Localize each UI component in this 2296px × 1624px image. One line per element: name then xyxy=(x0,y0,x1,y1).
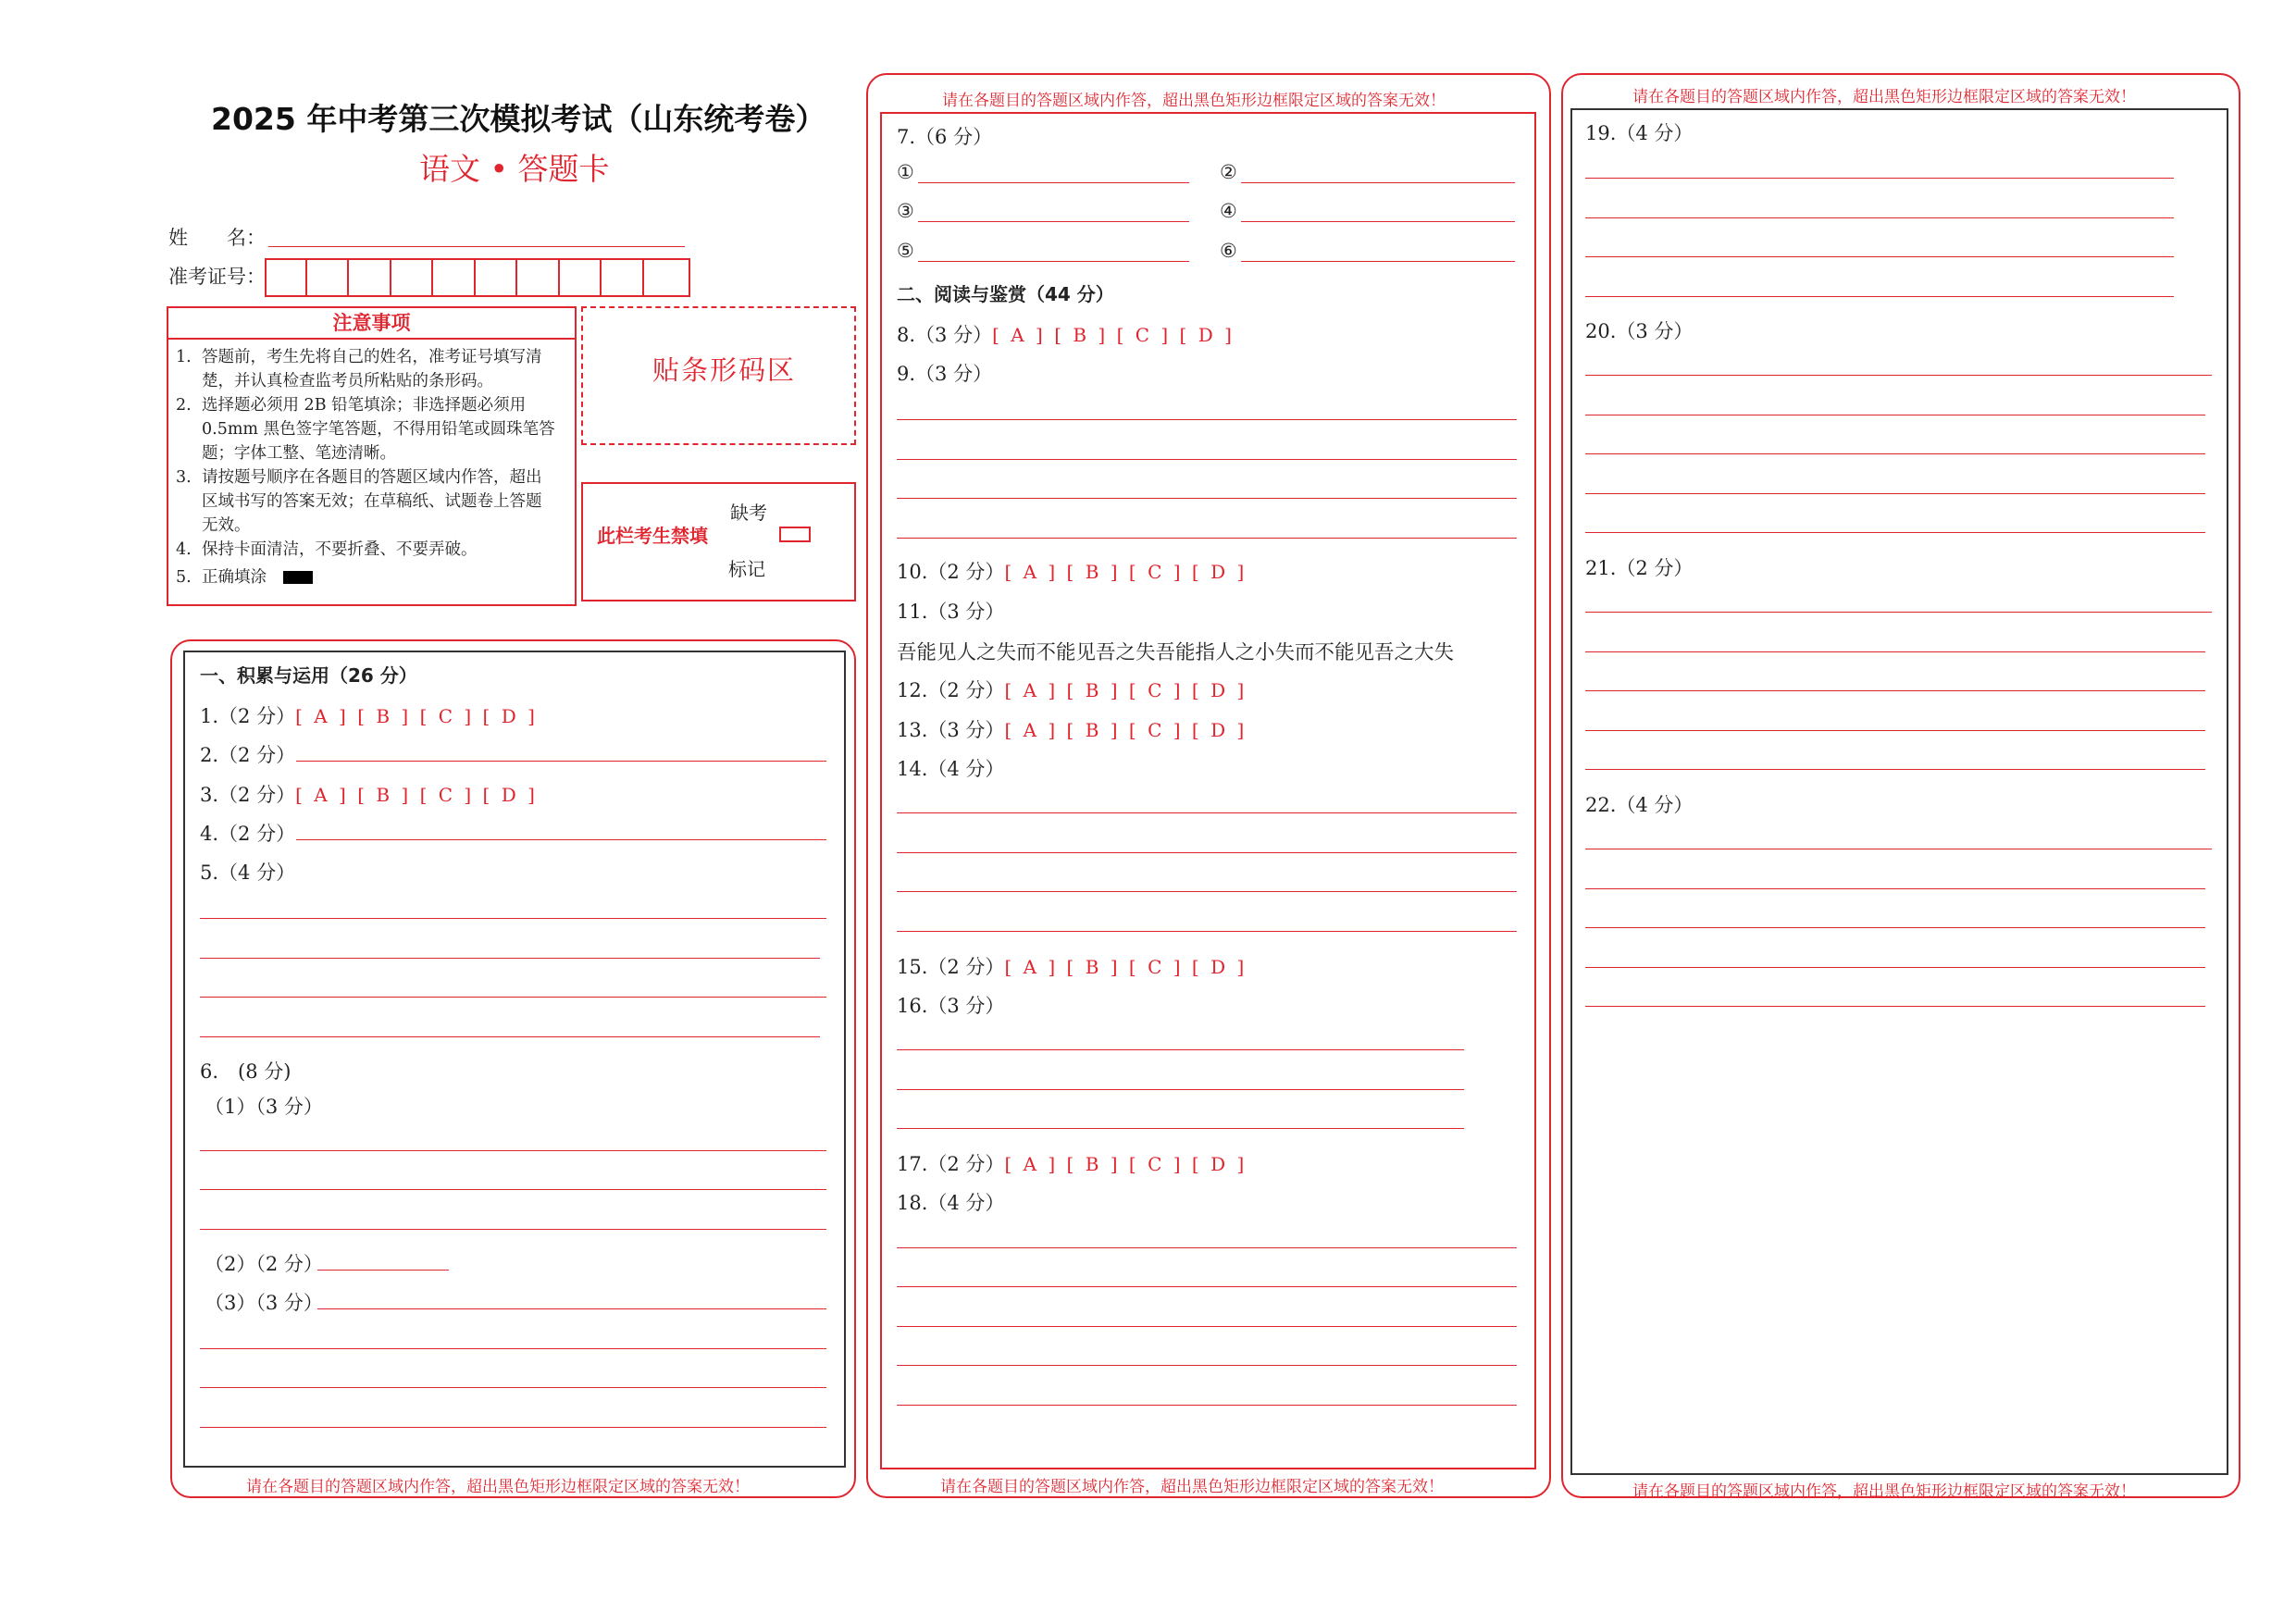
answer-line[interactable] xyxy=(918,221,1189,222)
answer-line[interactable] xyxy=(1241,182,1515,183)
answer-line[interactable] xyxy=(1585,927,2205,928)
question-10: 10.（2 分）[ A ] [ B ] [ C ] [ D ] xyxy=(897,561,1247,583)
column-1-bottom-warning: 请在各题目的答题区域内作答，超出黑色矩形边框限定区域的答案无效！ xyxy=(246,1478,750,1496)
question-15: 15.（2 分）[ A ] [ B ] [ C ] [ D ] xyxy=(897,956,1247,978)
answer-line[interactable] xyxy=(918,182,1189,183)
answer-line[interactable] xyxy=(897,1128,1464,1129)
absent-warning-label: 此栏考生禁填 xyxy=(597,525,708,547)
answer-line[interactable] xyxy=(897,1286,1517,1287)
answer-line[interactable] xyxy=(317,1308,826,1309)
notice-title: 注意事项 xyxy=(168,308,575,340)
question-15-options[interactable]: [ A ] [ B ] [ C ] [ D ] xyxy=(1004,956,1247,978)
question-16: 16.（3 分） xyxy=(897,995,1005,1017)
question-12-options[interactable]: [ A ] [ B ] [ C ] [ D ] xyxy=(1004,679,1247,701)
notice-box xyxy=(167,306,577,606)
answer-line[interactable] xyxy=(200,1427,826,1428)
column-3-bottom-warning: 请在各题目的答题区域内作答，超出黑色矩形边框限定区域的答案无效！ xyxy=(1632,1482,2136,1501)
question-5: 5.（4 分） xyxy=(200,862,296,884)
blank-label: ④ xyxy=(1220,200,1237,222)
answer-line[interactable] xyxy=(1241,261,1515,262)
question-12: 12.（2 分）[ A ] [ B ] [ C ] [ D ] xyxy=(897,679,1247,701)
answer-line[interactable] xyxy=(1585,967,2205,968)
question-11: 11.（3 分） xyxy=(897,601,1005,623)
question-22: 22.（4 分） xyxy=(1585,794,1694,816)
answer-line[interactable] xyxy=(1585,690,2205,691)
answer-line[interactable] xyxy=(1585,296,2174,297)
question-18: 18.（4 分） xyxy=(897,1192,1005,1214)
answer-line[interactable] xyxy=(897,1049,1464,1050)
question-8: 8.（3 分）[ A ] [ B ] [ C ] [ D ] xyxy=(897,324,1235,346)
answer-line[interactable] xyxy=(897,1326,1517,1327)
answer-line[interactable] xyxy=(200,1189,826,1190)
question-1: 1.（2 分）[ A ] [ B ] [ C ] [ D ] xyxy=(200,705,538,727)
column-2-answer-area xyxy=(880,112,1536,1469)
answer-line[interactable] xyxy=(1585,217,2174,218)
blank-label: ③ xyxy=(897,200,914,222)
answer-line[interactable] xyxy=(897,812,1517,813)
question-8-options[interactable]: [ A ] [ B ] [ C ] [ D ] xyxy=(992,324,1235,346)
answer-line[interactable] xyxy=(1585,612,2212,613)
absent-label-bottom: 标记 xyxy=(728,558,765,580)
question-9: 9.（3 分） xyxy=(897,363,993,385)
answer-line[interactable] xyxy=(897,1365,1517,1366)
answer-line[interactable] xyxy=(200,918,826,919)
barcode-label: 贴条形码区 xyxy=(652,354,797,386)
question-13-options[interactable]: [ A ] [ B ] [ C ] [ D ] xyxy=(1004,719,1247,741)
id-label: 准考证号： xyxy=(168,266,266,288)
notice-item: 3. 请按题号顺序在各题目的答题区域内作答，超出 区域书写的答案无效；在草稿纸、试题卷上答题 无效。 xyxy=(176,468,542,535)
notice-item: 5. 正确填涂 xyxy=(176,565,567,589)
answer-line[interactable] xyxy=(296,839,826,840)
answer-line[interactable] xyxy=(897,1089,1464,1090)
question-17: 17.（2 分）[ A ] [ B ] [ C ] [ D ] xyxy=(897,1153,1247,1175)
answer-line[interactable] xyxy=(1585,651,2205,652)
question-10-options[interactable]: [ A ] [ B ] [ C ] [ D ] xyxy=(1004,561,1247,583)
answer-line[interactable] xyxy=(1585,178,2174,179)
answer-line[interactable] xyxy=(897,459,1517,460)
answer-line[interactable] xyxy=(1585,493,2205,494)
blank-label: ⑥ xyxy=(1220,240,1237,262)
question-1-options[interactable]: [ A ] [ B ] [ C ] [ D ] xyxy=(295,705,538,727)
question-21: 21.（2 分） xyxy=(1585,557,1694,579)
notice-item: 2. 选择题必须用 2B 铅笔填涂；非选择题必须用 0.5mm 黑色签字笔答题，不得用铅笔或圆珠笔答 题；字体工整、笔迹清晰。 xyxy=(176,396,555,463)
question-14: 14.（4 分） xyxy=(897,758,1005,780)
absent-label-top: 缺考 xyxy=(730,502,767,524)
answer-line[interactable] xyxy=(897,931,1517,932)
answer-line[interactable] xyxy=(1585,453,2205,454)
answer-line[interactable] xyxy=(1585,375,2212,376)
question-2: 2.（2 分） xyxy=(200,744,296,766)
page-title: 2025 年中考第三次模拟考试（山东统考卷） xyxy=(211,101,826,137)
section-1-title: 一、积累与运用（26 分） xyxy=(200,664,417,687)
answer-line[interactable] xyxy=(897,1405,1517,1406)
answer-line[interactable] xyxy=(1585,888,2205,889)
question-6-2: （2）（2 分） xyxy=(205,1253,323,1275)
id-number-boxes[interactable] xyxy=(265,258,690,297)
question-6-1: （1）（3 分） xyxy=(205,1096,323,1118)
section-2-title: 二、阅读与鉴赏（44 分） xyxy=(897,283,1114,305)
name-label: 姓 名： xyxy=(168,227,266,249)
column-3-top-warning: 请在各题目的答题区域内作答，超出黑色矩形边框限定区域的答案无效！ xyxy=(1632,88,2136,106)
answer-line[interactable] xyxy=(918,261,1189,262)
answer-line[interactable] xyxy=(897,852,1517,853)
question-6-3: （3）（3 分） xyxy=(205,1292,323,1314)
answer-line[interactable] xyxy=(897,1247,1517,1248)
filled-mark-example xyxy=(283,571,313,584)
answer-line[interactable] xyxy=(1585,769,2205,770)
question-4: 4.（2 分） xyxy=(200,823,296,845)
answer-line[interactable] xyxy=(200,1229,826,1230)
question-7: 7.（6 分） xyxy=(897,126,993,148)
notice-item: 1. 答题前，考生先将自己的姓名，准考证号填写清 楚，并认真检查监考员所粘贴的条形码。 xyxy=(176,348,542,391)
question-6: 6. (8 分) xyxy=(200,1060,292,1083)
question-17-options[interactable]: [ A ] [ B ] [ C ] [ D ] xyxy=(1004,1153,1247,1175)
blank-label: ② xyxy=(1220,161,1237,183)
answer-line[interactable] xyxy=(1585,730,2205,731)
answer-line[interactable] xyxy=(200,1036,820,1037)
blank-label: ⑤ xyxy=(897,240,914,262)
absent-mark-box[interactable] xyxy=(779,527,811,542)
answer-line[interactable] xyxy=(897,498,1517,499)
name-field[interactable] xyxy=(268,246,685,247)
answer-line[interactable] xyxy=(200,1387,826,1388)
question-11-text: 吾能见人之失而不能见吾之失吾能指人之小失而不能见吾之大失 xyxy=(897,641,1455,664)
answer-line[interactable] xyxy=(200,958,820,959)
answer-line[interactable] xyxy=(200,997,826,998)
answer-line[interactable] xyxy=(1585,532,2205,533)
answer-line[interactable] xyxy=(1585,256,2174,257)
question-19: 19.（4 分） xyxy=(1585,122,1694,144)
question-3-options[interactable]: [ A ] [ B ] [ C ] [ D ] xyxy=(295,784,538,806)
answer-line[interactable] xyxy=(1585,1006,2205,1007)
answer-line[interactable] xyxy=(200,1348,826,1349)
answer-line[interactable] xyxy=(897,538,1517,539)
answer-line[interactable] xyxy=(296,761,826,762)
column-2-bottom-warning: 请在各题目的答题区域内作答，超出黑色矩形边框限定区域的答案无效！ xyxy=(940,1478,1444,1496)
answer-line[interactable] xyxy=(897,419,1517,420)
question-3: 3.（2 分）[ A ] [ B ] [ C ] [ D ] xyxy=(200,784,538,806)
question-13: 13.（3 分）[ A ] [ B ] [ C ] [ D ] xyxy=(897,719,1247,741)
page-subtitle: 语文 • 答题卡 xyxy=(419,151,610,187)
answer-line[interactable] xyxy=(200,1150,826,1151)
blank-label: ① xyxy=(897,161,914,183)
column-2-top-warning: 请在各题目的答题区域内作答，超出黑色矩形边框限定区域的答案无效！ xyxy=(942,92,1446,110)
notice-item: 4. 保持卡面清洁，不要折叠、不要弄破。 xyxy=(176,540,478,559)
answer-line[interactable] xyxy=(1241,221,1515,222)
answer-line[interactable] xyxy=(897,891,1517,892)
question-20: 20.（3 分） xyxy=(1585,320,1694,342)
answer-line[interactable] xyxy=(317,1270,449,1271)
